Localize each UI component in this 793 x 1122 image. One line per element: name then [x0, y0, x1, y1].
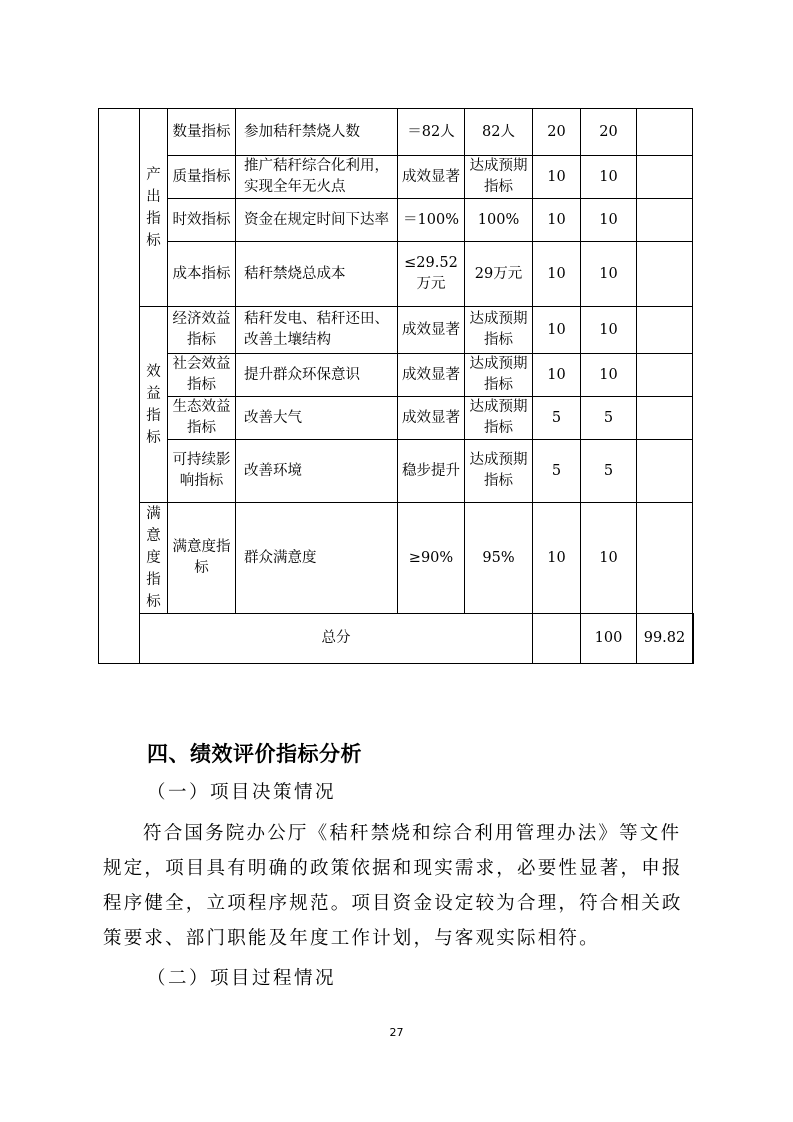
actual-value-cell: 达成预期指标: [465, 397, 533, 440]
indicator-cell: 改善大气: [236, 397, 398, 440]
target-value-cell: 成效显著: [398, 156, 465, 199]
score-cell: 10: [581, 503, 637, 614]
score-cell: 5: [581, 440, 637, 503]
total-weight-cell: 100: [581, 614, 637, 664]
target-value-cell: ＝82人: [398, 109, 465, 156]
actual-value-cell: 达成预期指标: [465, 156, 533, 199]
target-value-cell: ＝100%: [398, 199, 465, 242]
actual-value-cell: 82人: [465, 109, 533, 156]
sub-indicator-cell: 时效指标: [168, 199, 236, 242]
weight-cell: 10: [533, 503, 581, 614]
note-cell: [637, 503, 693, 614]
sub-indicator-cell: 经济效益指标: [168, 307, 236, 354]
weight-cell: 10: [533, 307, 581, 354]
score-cell: 10: [581, 242, 637, 307]
indicator-cell: 群众满意度: [236, 503, 398, 614]
category-cell-output: 产出指标: [140, 109, 168, 307]
target-value-cell: ≥90%: [398, 503, 465, 614]
weight-cell: 10: [533, 199, 581, 242]
sub-indicator-cell: 数量指标: [168, 109, 236, 156]
subsection-heading-decision: （一）项目决策情况: [147, 782, 337, 803]
note-cell: [637, 307, 693, 354]
score-cell: 10: [581, 307, 637, 354]
actual-value-cell: 100%: [465, 199, 533, 242]
actual-value-cell: 95%: [465, 503, 533, 614]
table-row: [99, 307, 694, 354]
indicator-cell: 提升群众环保意识: [236, 354, 398, 397]
category-cell-satisfaction: 满意度指标: [140, 503, 168, 614]
table-row: [99, 503, 694, 614]
category-cell-benefit: 效益指标: [140, 307, 168, 503]
note-cell: [637, 109, 693, 156]
weight-cell: 10: [533, 354, 581, 397]
indicator-cell: 秸秆禁烧总成本: [236, 242, 398, 307]
weight-cell: 10: [533, 156, 581, 199]
weight-cell: 10: [533, 242, 581, 307]
performance-indicator-table: [98, 108, 694, 664]
note-cell: [637, 156, 693, 199]
indicator-cell: 推广秸秆综合化利用，实现全年无火点: [236, 156, 398, 199]
total-row: [99, 614, 694, 664]
indicator-cell: 参加秸秆禁烧人数: [236, 109, 398, 156]
note-cell: [637, 440, 693, 503]
sub-indicator-cell: 质量指标: [168, 156, 236, 199]
score-cell: 10: [581, 199, 637, 242]
note-cell: [637, 354, 693, 397]
sub-indicator-cell: 可持续影响指标: [168, 440, 236, 503]
sub-indicator-cell: 社会效益指标: [168, 354, 236, 397]
table-row: [99, 440, 694, 503]
actual-value-cell: 29万元: [465, 242, 533, 307]
indicator-cell: 资金在规定时间下达率: [236, 199, 398, 242]
target-value-cell: 成效显著: [398, 307, 465, 354]
sub-indicator-cell: 满意度指标: [168, 503, 236, 614]
page-number: 27: [389, 1026, 404, 1039]
actual-value-cell: 达成预期指标: [465, 307, 533, 354]
actual-value-cell: 达成预期指标: [465, 440, 533, 503]
score-cell: 10: [581, 354, 637, 397]
target-value-cell: 稳步提升: [398, 440, 465, 503]
target-value-cell: 成效显著: [398, 354, 465, 397]
table-row: [99, 109, 694, 156]
weight-cell: 20: [533, 109, 581, 156]
target-value-cell: ≤29.52万元: [398, 242, 465, 307]
sub-indicator-cell: 成本指标: [168, 242, 236, 307]
indicator-cell: 改善环境: [236, 440, 398, 503]
weight-cell: 5: [533, 397, 581, 440]
table-row: [99, 156, 694, 199]
table-level1-blank-cell: [99, 109, 140, 664]
indicator-cell: 秸秆发电、秸秆还田、改善土壤结构: [236, 307, 398, 354]
sub-indicator-cell: 生态效益指标: [168, 397, 236, 440]
paragraph-decision: 符合国务院办公厅《秸秆禁烧和综合利用管理办法》等文件规定，项目具有明确的政策依据和现实需求，必要性显著，申报程序健全，立项程序规范。项目资金设定较为合理，符合相关政策要求、部门职能及年度工作计划，与客观实际相符。: [103, 823, 683, 949]
note-cell: [637, 397, 693, 440]
note-cell: [637, 242, 693, 307]
total-label: 总分: [140, 614, 533, 664]
table-row: [99, 397, 694, 440]
actual-value-cell: 达成预期指标: [465, 354, 533, 397]
score-cell: 10: [581, 156, 637, 199]
total-actual-cell: [533, 614, 581, 664]
table-row: [99, 199, 694, 242]
note-cell: [637, 199, 693, 242]
score-cell: 20: [581, 109, 637, 156]
target-value-cell: 成效显著: [398, 397, 465, 440]
section-heading: 四、绩效评价指标分析: [147, 742, 362, 766]
subsection-heading-process: （二）项目过程情况: [147, 968, 337, 989]
table-row: [99, 242, 694, 307]
score-cell: 5: [581, 397, 637, 440]
total-score-cell: 99.82: [637, 614, 693, 664]
weight-cell: 5: [533, 440, 581, 503]
total-note-cell: [693, 614, 694, 664]
table-row: [99, 354, 694, 397]
